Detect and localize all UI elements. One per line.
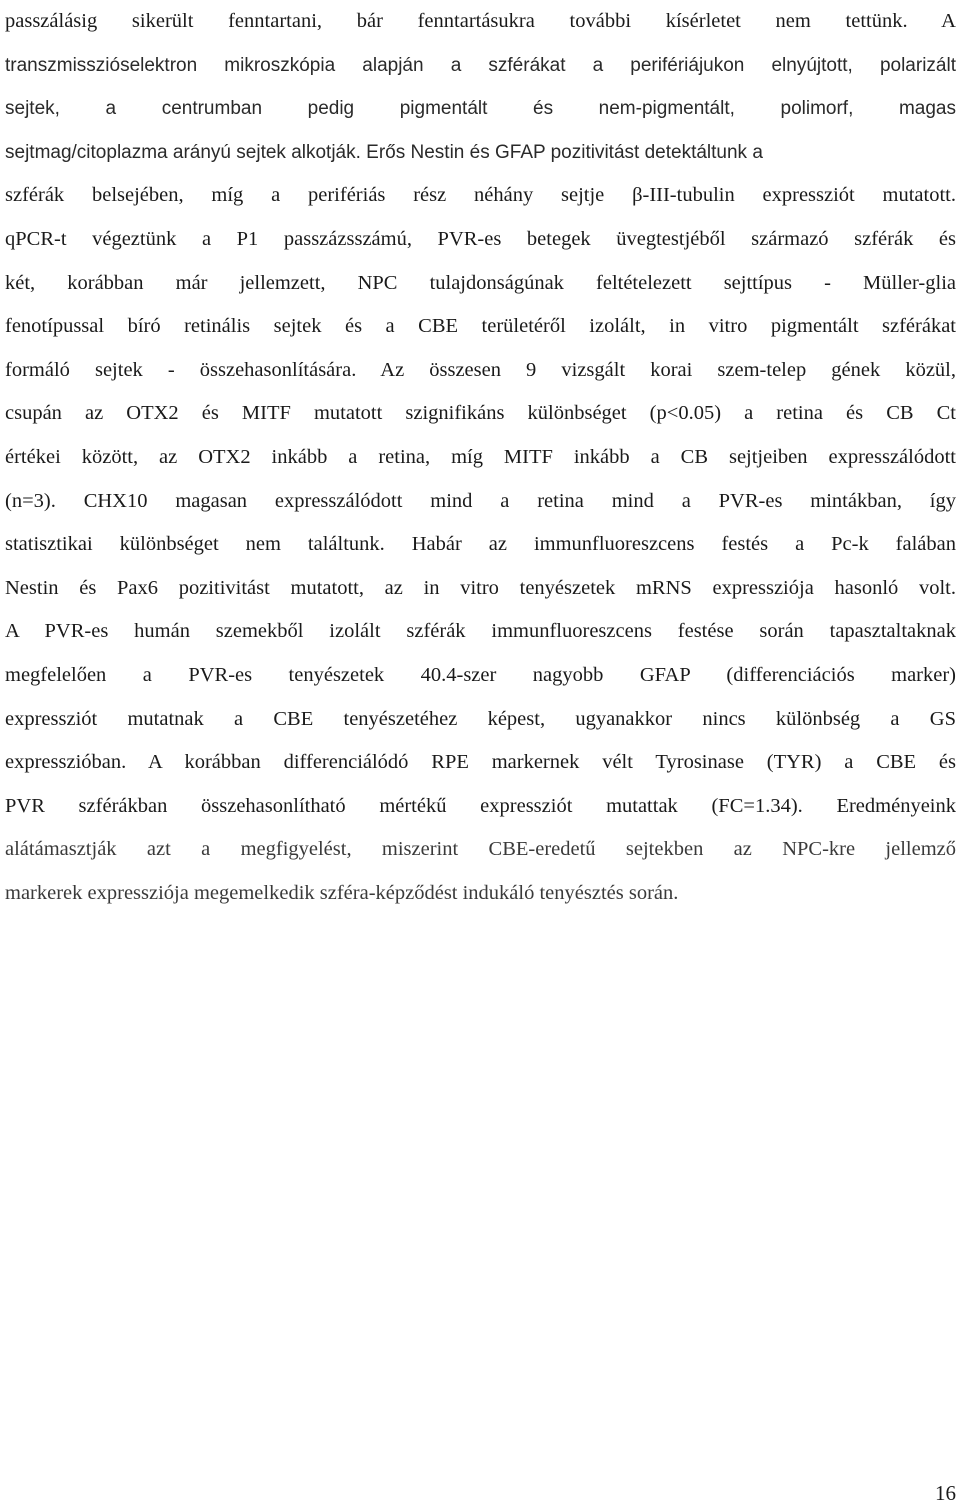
paragraph-line: qPCR-t végeztünk a P1 passzázsszámú, PVR-es betegek üvegtestjéből származó szférák és: [5, 227, 956, 250]
paragraph-line: alátámasztják azt a megfigyelést, miszerint CBE-eredetű sejtekben az NPC-kre jellemző: [5, 838, 956, 861]
paragraph-line: csupán az OTX2 és MITF mutatott szignifikáns különbséget (p<0.05) a retina és CB Ct: [5, 402, 956, 425]
paragraph-line: transzmisszióselektron mikroszkópia alapján a szférákat a perifériájukon elnyújtott, polarizált: [5, 54, 956, 76]
paragraph-line: expresszióban. A korábban differenciálódó RPE markernek vélt Tyrosinase (TYR) a CBE és: [5, 751, 956, 774]
paragraph-line: markerek expressziója megemelkedik szféra-képződést indukáló tenyésztés során.: [5, 881, 679, 904]
page-number: 16: [935, 1481, 956, 1505]
paragraph-line: értékei között, az OTX2 inkább a retina, míg MITF inkább a CB sejtjeiben expresszálódott: [5, 445, 956, 468]
paragraph-line: passzálásig sikerült fenntartani, bár fenntartásukra további kísérletet nem tettünk. A: [5, 10, 956, 32]
paragraph-line: két, korábban már jellemzett, NPC tulajdonságúnak feltételezett sejttípus - Müller-glia: [5, 271, 956, 294]
paragraph-line: szférák belsejében, míg a perifériás rész néhány sejtje β-III-tubulin expressziót mutatott.: [5, 184, 956, 207]
paragraph-line: sejtmag/citoplazma arányú sejtek alkotják. Erős Nestin és GFAP pozitivitást detektáltunk a: [5, 141, 763, 163]
paragraph-line: formáló sejtek - összehasonlítására. Az összesen 9 vizsgált korai szem-telep gének közül,: [5, 358, 956, 381]
paragraph-line: PVR szférákban összehasonlítható mértékű expressziót mutattak (FC=1.34). Eredményeink: [5, 794, 956, 817]
paragraph-line: expressziót mutatnak a CBE tenyészetéhez képest, ugyanakkor nincs különbség a GS: [5, 707, 956, 730]
body-paragraph: [5, 0, 956, 915]
paragraph-line: megfelelően a PVR-es tenyészetek 40.4-szer nagyobb GFAP (differenciációs marker): [5, 663, 956, 686]
paragraph-line: fenotípussal bíró retinális sejtek és a CBE területéről izolált, in vitro pigmentált szférákat: [5, 315, 956, 338]
paragraph-line: statisztikai különbséget nem találtunk. Habár az immunfluoreszcens festés a Pc-k falában: [5, 533, 956, 556]
paragraph-line: A PVR-es humán szemekből izolált szférák immunfluoreszcens festése során tapasztaltaknak: [5, 620, 956, 643]
paragraph-line: sejtek, a centrumban pedig pigmentált és nem-pigmentált, polimorf, magas: [5, 98, 956, 120]
paragraph-line: (n=3). CHX10 magasan expresszálódott mind a retina mind a PVR-es mintákban, így: [5, 489, 956, 512]
paragraph-line: Nestin és Pax6 pozitivitást mutatott, az in vitro tenyészetek mRNS expressziója hasonló volt.: [5, 576, 956, 599]
